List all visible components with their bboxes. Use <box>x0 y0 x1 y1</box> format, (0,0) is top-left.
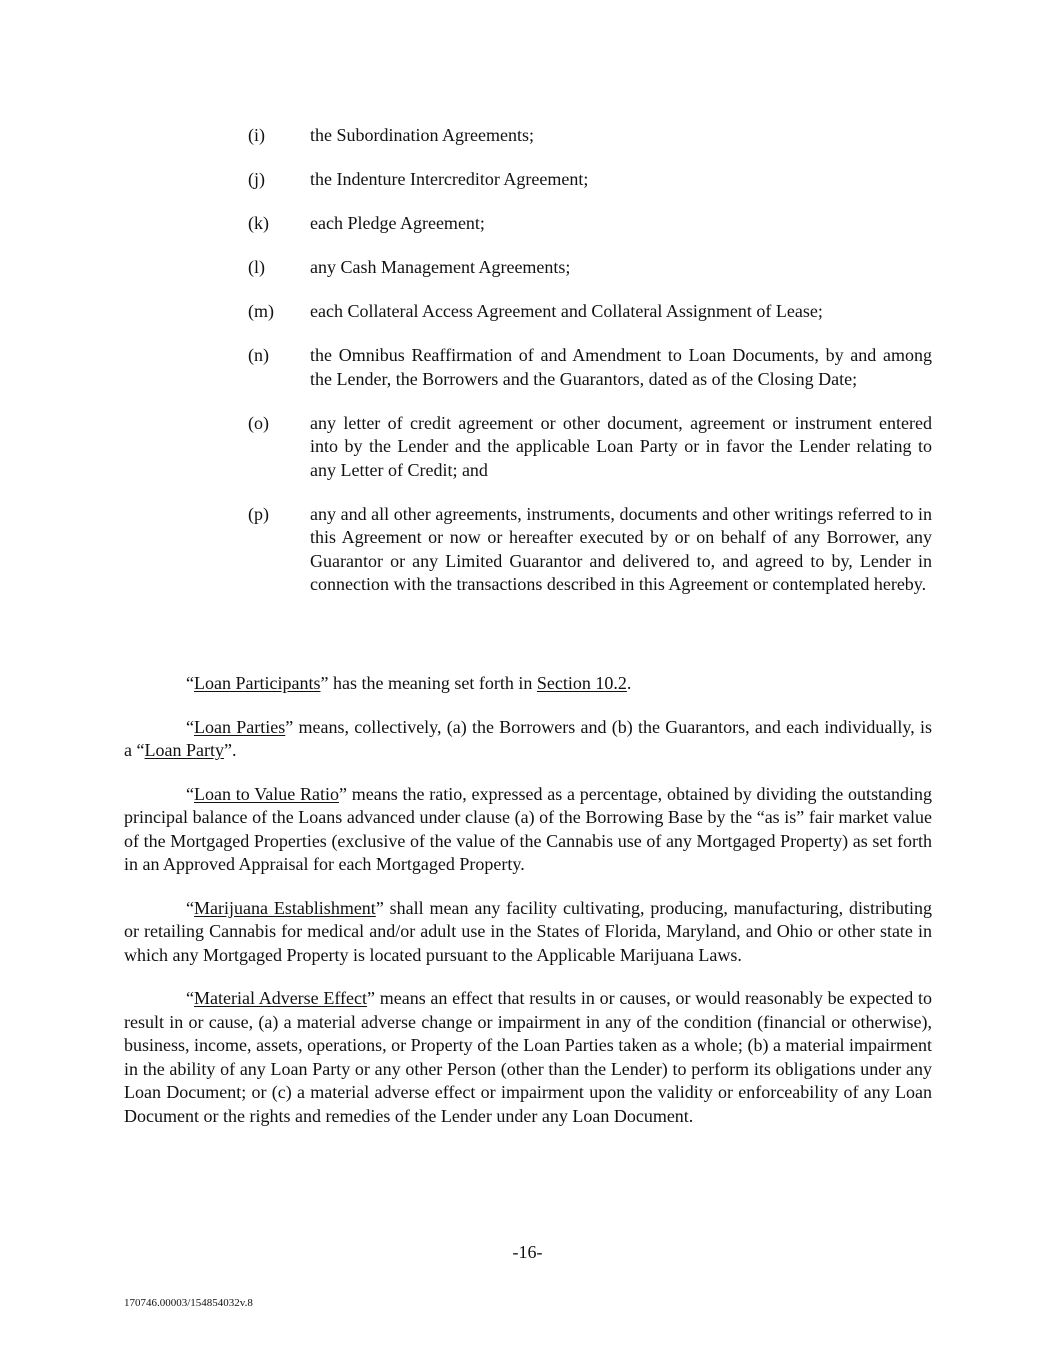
definition-loan-participants <box>124 672 932 696</box>
list-item-text: the Subordination Agreements; <box>310 125 534 145</box>
defined-term: Loan Parties <box>194 716 286 737</box>
defined-term: Material Adverse Effect <box>194 988 368 1008</box>
list-item <box>248 256 932 280</box>
definition-marijuana-establishment <box>124 897 932 968</box>
list-item-text: any Cash Management Agreements; <box>310 257 571 277</box>
definition-text: ” means, collectively, (a) the Borrowers and (b) the Guarantors, and each individually, is a “ <box>124 716 932 760</box>
list-item <box>248 344 932 391</box>
list-item <box>248 212 932 236</box>
list-item-label: (i) <box>248 125 265 145</box>
definition-text: ” means an effect that results in or causes, or would reasonably be expected to result in or cause, (a) a material adverse change or impairment in any of the condition (financial or otherwise), business, income, assets, operations, or Property of the Loan Parties taken as a whole; (b) a material impairment in the ability of any Loan Party or any other Person (other than the Lender) to perform its obligations under any Loan Document; or (c) a material adverse effect or impairment upon the validity or enforceability of any Loan Document or the rights and remedies of the Lender under any Loan Document. <box>124 988 933 1126</box>
definition-text-end: . <box>626 673 632 693</box>
open-quote: “ <box>186 988 194 1008</box>
list-item-text: each Collateral Access Agreement and Collateral Assignment of Lease; <box>310 301 823 321</box>
list-item <box>248 168 932 192</box>
loan-documents-list <box>248 124 932 617</box>
definition-text: ” shall mean any facility cultivating, producing, manufacturing, distributing or retailing Cannabis for medical and/or adult use in the States of Florida, Maryland, and Ohio or other state in which any Mortgaged Property is located pursuant to the Applicable Marijuana Laws. <box>124 897 932 965</box>
definition-text-end: ”. <box>223 740 237 760</box>
defined-term: Marijuana Establishment <box>194 897 376 918</box>
defined-term: Loan to Value Ratio <box>194 783 339 804</box>
page-number: -16- <box>512 1242 543 1262</box>
list-item-text: any letter of credit agreement or other document, agreement or instrument entered into by the Lender and the applicable Loan Party or in favor the Lender relating to any Letter of Credit; and <box>310 412 932 480</box>
definition-text: ” means the ratio, expressed as a percentage, obtained by dividing the outstanding principal balance of the Loans advanced under clause (a) of the Borrowing Base by the “as is” fair market value of the Mortgaged Properties (exclusive of the value of the Cannabis use of any Mortgaged Property) as set forth in an Approved Appraisal for each Mortgaged Property. <box>124 783 932 874</box>
list-item <box>248 124 932 148</box>
open-quote: “ <box>186 897 194 918</box>
defined-term: Loan Participants <box>194 673 321 693</box>
definition-loan-to-value-ratio <box>124 783 932 877</box>
defined-term-secondary: Loan Party <box>144 740 224 760</box>
list-item <box>248 300 932 324</box>
open-quote: “ <box>186 673 194 693</box>
list-item <box>248 503 932 597</box>
list-item-text: any and all other agreements, instruments, documents and other writings referred to in this Agreement or now or hereafter executed by or on behalf of any Borrower, any Guarantor or any Limited Guarantor and delivered to, and agreed to by, Lender in connection with the transactions described in this Agreement or contemplated hereby. <box>310 503 932 594</box>
definition-text: ” has the meaning set forth in <box>320 673 537 693</box>
definition-material-adverse-effect <box>124 987 932 1128</box>
definitions-section <box>124 672 932 1148</box>
list-item-label: (j) <box>248 169 265 189</box>
list-item-label: (l) <box>248 257 265 277</box>
open-quote: “ <box>186 716 194 737</box>
list-item-text: each Pledge Agreement; <box>310 213 485 233</box>
section-reference: Section 10.2 <box>536 673 627 693</box>
list-item-text: the Omnibus Reaffirmation of and Amendment to Loan Documents, by and among the Lender, the Borrowers and the Guarantors, dated as of the Closing Date; <box>310 345 932 389</box>
document-id: 170746.00003/154854032v.8 <box>124 1297 253 1309</box>
list-item-label: (o) <box>248 412 269 433</box>
list-item-text: the Indenture Intercreditor Agreement; <box>310 169 589 189</box>
list-item-label: (k) <box>248 213 269 233</box>
list-item-label: (m) <box>248 301 274 321</box>
open-quote: “ <box>186 783 194 804</box>
list-item-label: (n) <box>248 345 269 365</box>
list-item-label: (p) <box>248 503 269 524</box>
list-item <box>248 412 932 483</box>
definition-loan-parties <box>124 716 932 763</box>
